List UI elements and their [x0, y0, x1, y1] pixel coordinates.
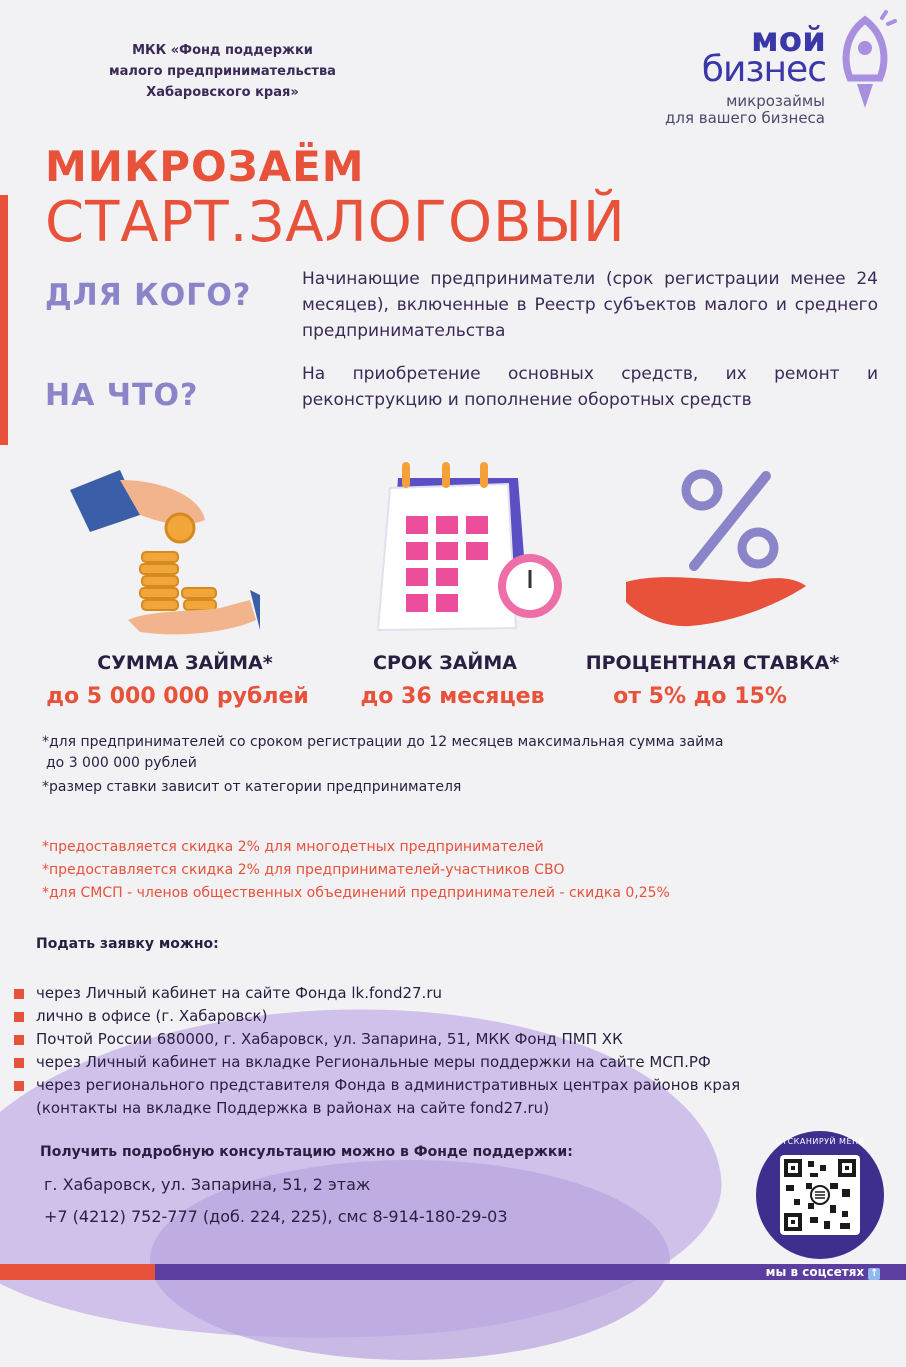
what-question: НА ЧТО?: [45, 378, 199, 413]
feature-rate-value: от 5% до 15%: [613, 684, 787, 709]
rocket-logo-icon: [830, 8, 900, 113]
feature-rate-title: ПРОЦЕНТНАЯ СТАВКА*: [585, 652, 840, 674]
apply-way-text: через регионального представителя Фонда в административных центрах районов края: [36, 1076, 741, 1094]
coins-hand-icon: [60, 460, 260, 640]
note-amount-line-1: *для предпринимателей со сроком регистрации до 12 месяцев максимальная сумма займа: [42, 734, 724, 750]
who-answer: Начинающие предприниматели (срок регистрации менее 24 месяцев), включенные в Реестр субъектов малого и среднего предпринимательства: [302, 269, 878, 341]
note-rate: *размер ставки зависит от категории предпринимателя: [42, 779, 462, 795]
what-answer: На приобретение основных средств, их ремонт и реконструкцию и пополнение оборотных средств: [302, 364, 878, 410]
apply-way-text: (контакты на вкладке Поддержка в районах на сайте fond27.ru): [36, 1099, 550, 1117]
feature-term-title: СРОК ЗАЙМА: [373, 652, 517, 674]
apply-way-item: [14, 982, 854, 1005]
title-line-1: МИКРОЗАЁМ: [45, 142, 365, 191]
consult-heading: Получить подробную консультацию можно в Фонде поддержки:: [40, 1144, 573, 1160]
brand-word-moi: мой: [751, 20, 826, 60]
discount-item: *для СМСП - членов общественных объединений предпринимателей - скидка 0,25%: [42, 885, 670, 901]
calendar-clock-icon: [368, 458, 568, 638]
org-name: [90, 40, 355, 103]
apply-way-item: [14, 1028, 854, 1051]
org-line-3: Хабаровского края»: [146, 85, 299, 100]
consult-address: г. Хабаровск, ул. Запарина, 51, 2 этаж: [44, 1175, 371, 1194]
qr-ring-text: ОТСКАНИРУЙ МЕНЯ: [775, 1137, 865, 1146]
apply-way-item: [14, 1051, 854, 1074]
social-label-text: мы в соцсетях: [765, 1265, 865, 1279]
feature-term-value: до 36 месяцев: [360, 684, 545, 709]
discounts-list: [42, 836, 670, 905]
qr-code-badge[interactable]: [756, 1131, 884, 1259]
apply-ways-list: [14, 982, 854, 1120]
apply-way-item: [14, 1005, 854, 1028]
bullet-square-icon: [14, 1012, 24, 1022]
bullet-square-icon: [14, 1058, 24, 1068]
consult-phone: +7 (4212) 752-777 (доб. 224, 225), смс 8-914-180-29-03: [44, 1207, 508, 1226]
who-question: ДЛЯ КОГО?: [45, 278, 252, 313]
qr-code[interactable]: [780, 1155, 860, 1235]
org-line-2: малого предпринимательства: [109, 64, 336, 79]
bullet-square-icon: [14, 989, 24, 999]
arrow-up-icon: ↑: [870, 1268, 879, 1279]
apply-way-item: [14, 1074, 854, 1097]
note-amount: [42, 732, 842, 774]
qr-code-icon: [780, 1155, 860, 1235]
brand-sub-line-1: микрозаймы: [726, 92, 825, 110]
discount-item: *предоставляется скидка 2% для предпринимателей-участников СВО: [42, 862, 565, 878]
footer-bar-red: [0, 1264, 155, 1280]
apply-way-text: через Личный кабинет на вкладке Региональные меры поддержки на сайте МСП.РФ: [36, 1053, 711, 1071]
brand-sub-line-2: для вашего бизнеса: [664, 109, 825, 127]
bullet-square-icon: [14, 1081, 24, 1091]
discount-item: *предоставляется скидка 2% для многодетных предпринимателей: [42, 839, 544, 855]
apply-heading: Подать заявку можно:: [36, 936, 219, 952]
org-line-1: МКК «Фонд поддержки: [132, 43, 313, 58]
apply-way-text: через Личный кабинет на сайте Фонда lk.fond27.ru: [36, 984, 442, 1002]
title-line-2: СТАРТ.ЗАЛОГОВЫЙ: [45, 190, 626, 255]
note-amount-line-2: до 3 000 000 рублей: [46, 755, 197, 771]
feature-amount-title: СУММА ЗАЙМА*: [97, 652, 273, 674]
accent-left-bar: [0, 195, 8, 445]
brand-subtitle: [650, 93, 825, 127]
feature-amount-value: до 5 000 000 рублей: [46, 684, 309, 709]
social-label: [748, 1264, 898, 1280]
bullet-square-icon: [14, 1035, 24, 1045]
apply-way-text: лично в офисе (г. Хабаровск): [36, 1007, 268, 1025]
brand-word-biznes: бизнес: [701, 49, 826, 90]
apply-way-text: Почтой России 680000, г. Хабаровск, ул. Запарина, 51, МКК Фонд ПМП ХК: [36, 1030, 623, 1048]
apply-way-continuation: [14, 1097, 854, 1120]
percent-hand-icon: [620, 462, 820, 642]
